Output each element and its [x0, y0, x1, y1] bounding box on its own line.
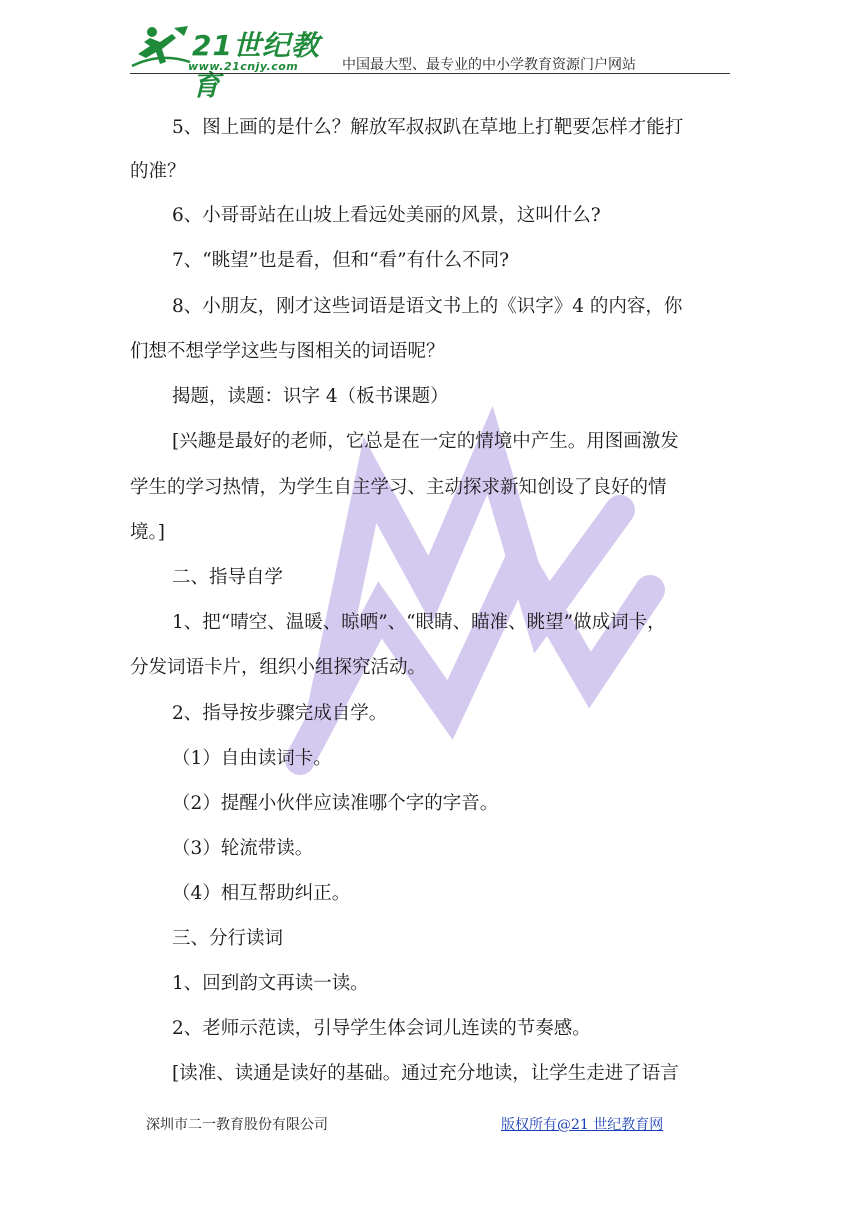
paragraph-line: 2、指导按步骤完成自学。	[172, 703, 388, 724]
site-logo[interactable]	[130, 22, 330, 102]
paragraph-line: （4）相互帮助纠正。	[172, 883, 351, 904]
paragraph-line: （3）轮流带读。	[172, 838, 314, 859]
logo-text: 21世纪教育	[192, 29, 320, 102]
footer-company: 深圳市二一教育股份有限公司	[146, 1117, 328, 1133]
paragraph-line: 8、小朋友，刚才这些词语是语文书上的《识字》4 的内容，你	[172, 296, 683, 317]
paragraph-line: 揭题，读题：识字 4（板书课题）	[172, 386, 449, 407]
paragraph-line: 分发词语卡片，组织小组探究活动。	[130, 657, 427, 678]
paragraph-line: 二、指导自学	[172, 567, 284, 588]
paragraph-line: [读准、读通是读好的基础。通过充分地读，让学生走进了语言	[172, 1063, 679, 1084]
paragraph-line: 三、分行读词	[172, 928, 284, 949]
runner-logo-icon	[130, 22, 194, 74]
paragraph-line: （2）提醒小伙伴应读准哪个字的字音。	[172, 793, 499, 814]
paragraph-line: （1）自由读词卡。	[172, 748, 332, 769]
page-header	[130, 22, 730, 102]
header-slogan: 中国最大型、最专业的中小学教育资源门户网站	[342, 57, 636, 73]
paragraph-line: 5、图上画的是什么？解放军叔叔趴在草地上打靶要怎样才能打	[172, 117, 684, 138]
paragraph-line: 学生的学习热情，为学生自主学习、主动探求新知创设了良好的情	[130, 477, 667, 498]
paragraph-line: 境。]	[130, 522, 165, 543]
paragraph-line: 1、把“晴空、温暖、晾晒”、“眼睛、瞄准、眺望”做成词卡，	[172, 612, 666, 633]
footer-copyright-link[interactable]: 版权所有@21 世纪教育网	[501, 1117, 664, 1133]
paragraph-line: 6、小哥哥站在山坡上看远处美丽的风景，这叫什么?	[172, 205, 601, 226]
paragraph-line: 7、“眺望”也是看，但和“看”有什么不同?	[172, 250, 510, 271]
paragraph-line: 2、老师示范读，引导学生体会词儿连读的节奏感。	[172, 1018, 591, 1039]
paragraph-line: 们想不想学学这些与图相关的词语呢？	[130, 341, 445, 362]
paragraph-line: [兴趣是最好的老师，它总是在一定的情境中产生。用图画激发	[172, 431, 679, 452]
header-divider	[130, 73, 730, 74]
logo-url[interactable]: www.21cnjy.com	[188, 60, 299, 73]
paragraph-line: 的准？	[130, 161, 186, 182]
paragraph-line: 1、回到韵文再读一读。	[172, 973, 369, 994]
